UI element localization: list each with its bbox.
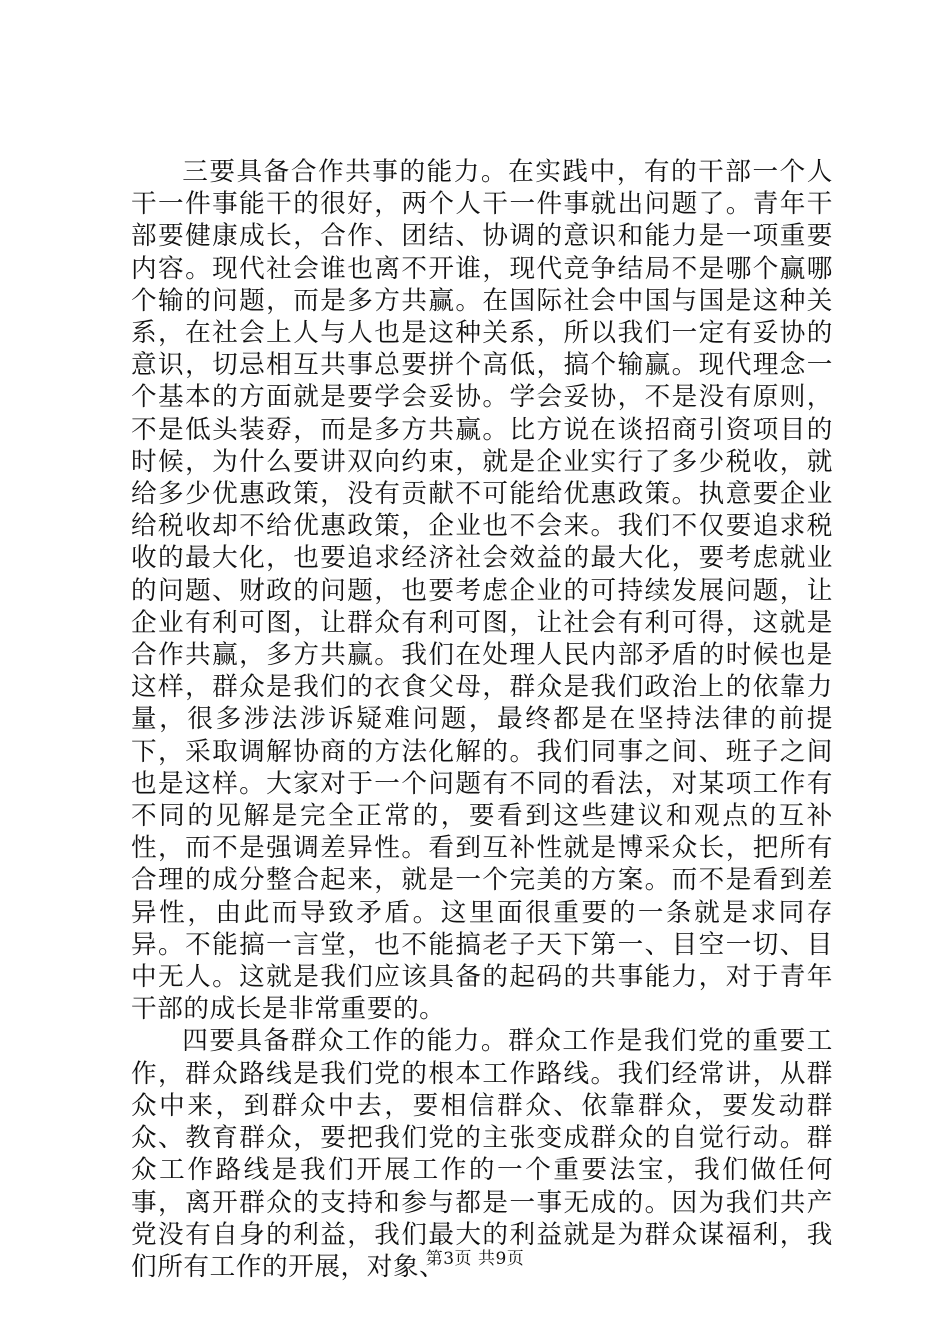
document-body [131,156,833,1283]
page-number-footer: 第3页 共9页 [425,1249,525,1269]
paragraph-cooperation: 三要具备合作共事的能力。在实践中，有的干部一个人干一件事能干的很好，两个人干一件事就出问题了。青年干部要健康成长，合作、团结、协调的意识和能力是一项重要内容。现代社会谁也离不开谁，现代竞争结局不是哪个赢哪个输的问题，而是多方共赢。在国际社会中国与国是这种关系，在社会上人与人也是这种关系，所以我们一定有妥协的意识，切忌相互共事总要拼个高低，搞个输赢。现代理念一个基本的方面就是要学会妥协。学会妥协，不是没有原则，不是低头装孬，而是多方共赢。比方说在谈招商引资项目的时候，为什么要讲双向约束，就是企业实行了多少税收，就给多少优惠政策，没有贡献不可能给优惠政策。执意要企业给税收却不给优惠政策，企业也不会来。我们不仅要追求税收的最大化，也要追求经济社会效益的最大化，要考虑就业的问题、财政的问题，也要考虑企业的可持续发展问题，让企业有利可图，让群众有利可图，让社会有利可得，这就是合作共赢，多方共赢。我们在处理人民内部矛盾的时候也是这样，群众是我们的衣食父母，群众是我们政治上的依靠力量，很多涉法涉诉疑难问题，最终都是在坚持法律的前提下，采取调解协商的方法化解的。我们同事之间、班子之间也是这样。大家对于一个问题有不同的看法，对某项工作有不同的见解是完全正常的，要看到这些建议和观点的互补性，而不是强调差异性。看到互补性就是博采众长，把所有合理的成分整合起来，就是一个完美的方案。而不是看到差异性，由此而导致矛盾。这里面很重要的一条就是求同存异。不能搞一言堂，也不能搞老子天下第一、目空一切、目中无人。这就是我们应该具备的起码的共事能力，对于青年干部的成长是非常重要的。 [131,157,833,1025]
paragraph-mass-work: 四要具备群众工作的能力。群众工作是我们党的重要工作，群众路线是我们党的根本工作路线。我们经常讲，从群众中来，到群众中去，要相信群众、依靠群众，要发动群众、教育群众，要把我们党的主张变成群众的自觉行动。群众工作路线是我们开展工作的一个重要法宝，我们做任何事，离开群众的支持和参与都是一事无成的。因为我们共产党没有自身的利益，我们最大的利益就是为群众谋福利，我们所有工作的开展，对象、 [131,1026,833,1282]
